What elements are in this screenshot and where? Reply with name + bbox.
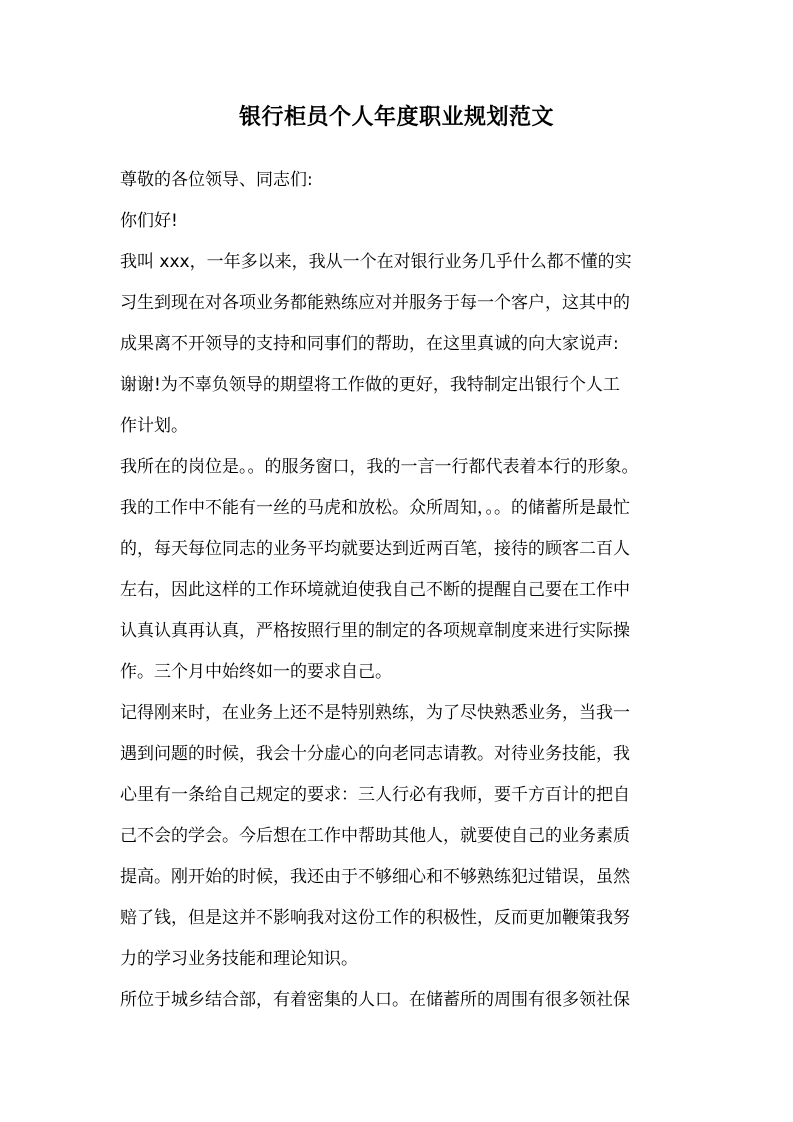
text-line: 我叫 xxx，一年多以来，我从一个在对银行业务几乎什么都不懂的实: [120, 252, 632, 272]
text-line: 所位于城乡结合部，有着密集的人口。在储蓄所的周围有很多领社保: [120, 990, 630, 1010]
text-line: 谢谢!为不辜负领导的期望将工作做的更好，我特制定出银行个人工: [120, 375, 620, 395]
text-line: 你们好!: [120, 211, 178, 231]
text-line: 作计划。: [120, 416, 188, 436]
text-line: 我所在的岗位是。。的服务窗口，我的一言一行都代表着本行的形象。: [120, 457, 639, 477]
text-line: 力的学习业务技能和理论知识。: [120, 949, 358, 969]
document-title: 银行柜员个人年度职业规划范文: [238, 105, 554, 130]
text-line: 记得刚来时，在业务上还不是特别熟练，为了尽快熟悉业务，当我一: [120, 703, 630, 723]
text-line: 作。三个月中始终如一的要求自己。: [120, 662, 392, 682]
text-line: 尊敬的各位领导、同志们:: [120, 170, 313, 190]
text-line: 心里有一条给自己规定的要求：三人行必有我师，要千方百计的把自: [120, 785, 630, 805]
text-line: 习生到现在对各项业务都能熟练应对并服务于每一个客户，这其中的: [120, 293, 630, 313]
text-line: 的，每天每位同志的业务平均就要达到近两百笔，接待的顾客二百人: [120, 539, 630, 559]
text-line: 成果离不开领导的支持和同事们的帮助，在这里真诚的向大家说声:: [120, 334, 619, 354]
text-line: 提高。刚开始的时候，我还由于不够细心和不够熟练犯过错误，虽然: [120, 867, 630, 887]
text-line: 我的工作中不能有一丝的马虎和放松。众所周知，。。的储蓄所是最忙: [120, 498, 630, 518]
text-line: 认真认真再认真，严格按照行里的制定的各项规章制度来进行实际操: [120, 621, 630, 641]
text-line: 左右，因此这样的工作环境就迫使我自己不断的提醒自己要在工作中: [120, 580, 630, 600]
text-line: 遇到问题的时候，我会十分虚心的向老同志请教。对待业务技能，我: [120, 744, 630, 764]
text-line: 己不会的学会。今后想在工作中帮助其他人，就要使自己的业务素质: [120, 826, 630, 846]
text-line: 赔了钱，但是这并不影响我对这份工作的积极性，反而更加鞭策我努: [120, 908, 630, 928]
